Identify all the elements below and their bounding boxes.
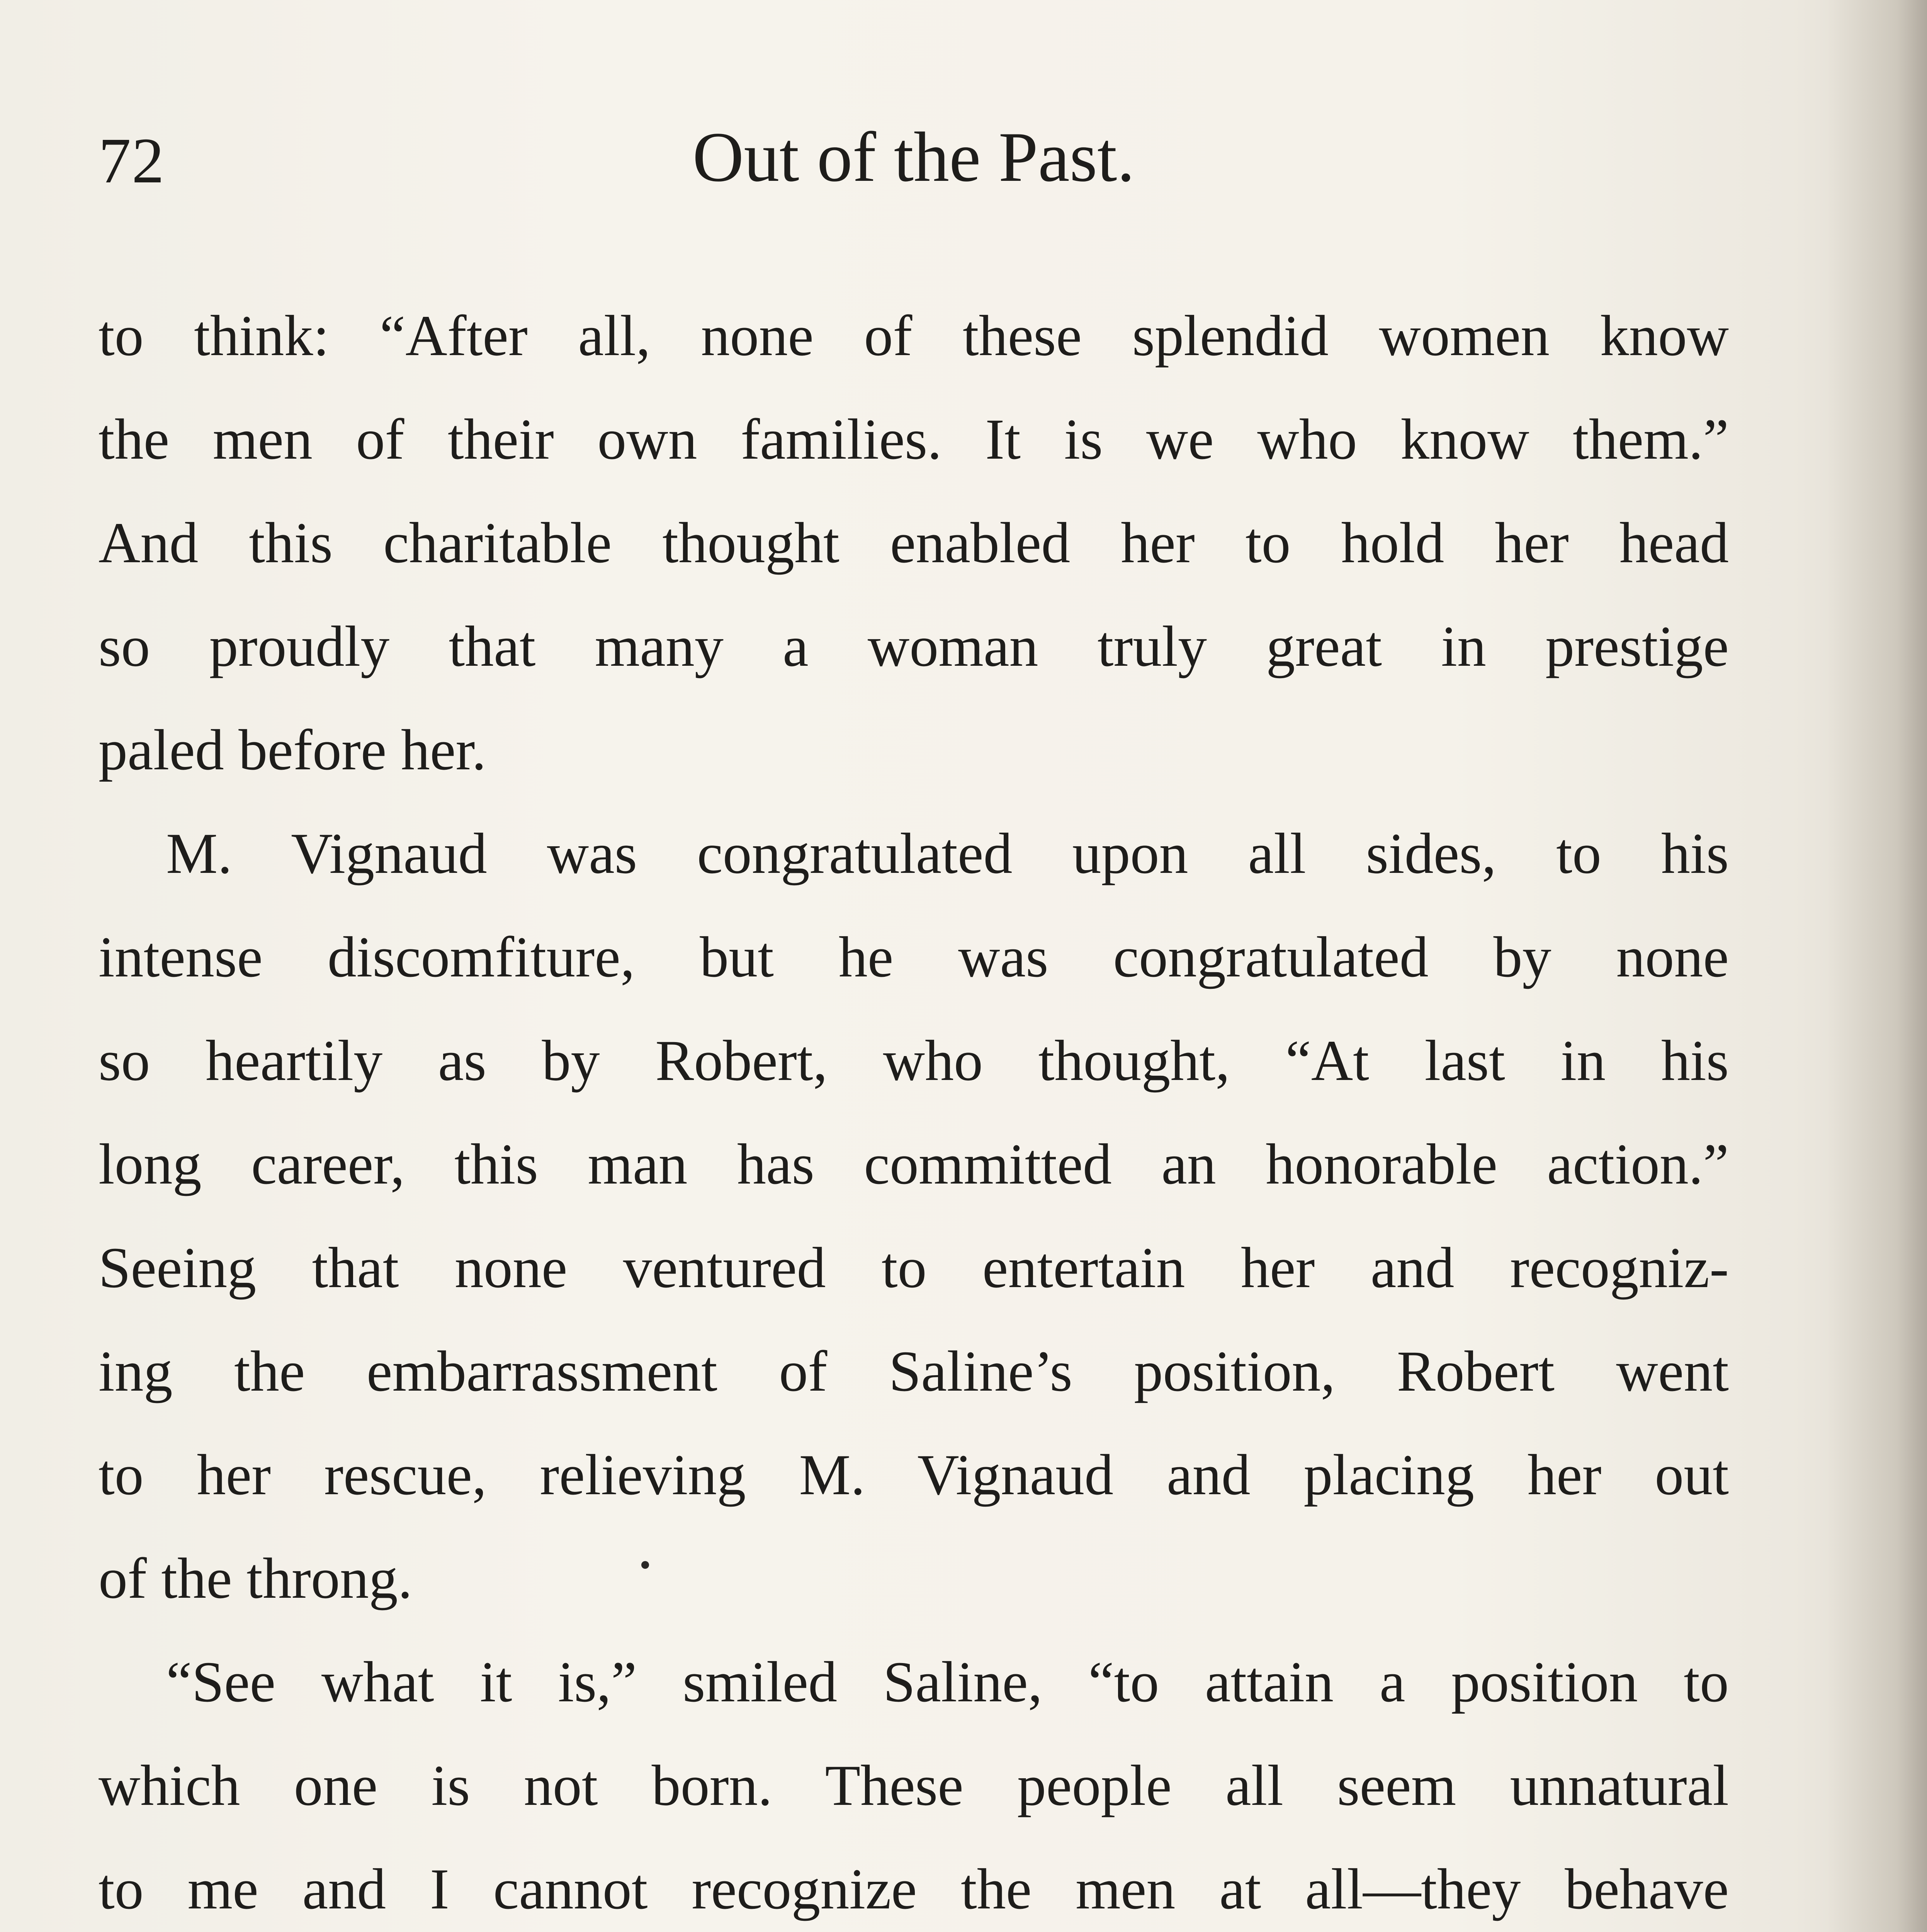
text-line: M. Vignaud was congratulated upon all sides, to his	[166, 821, 1729, 886]
text-line: paled before her.	[99, 718, 486, 782]
text-line: which one is not born. These people all seem unnatural	[99, 1753, 1729, 1818]
text-line: intense discomfiture, but he was congratulated by none	[99, 925, 1729, 989]
text-line: of the throng.	[99, 1546, 413, 1611]
page-number: 72	[99, 125, 165, 197]
text-line: to me and I cannot recognize the men at all—they behave	[99, 1857, 1729, 1921]
text-line: so heartily as by Robert, who thought, “At last in his	[99, 1029, 1729, 1093]
text-line: to think: “After all, none of these splendid women know	[99, 304, 1729, 368]
text-line: long career, this man has committed an honorable action.”	[99, 1132, 1729, 1196]
body-text	[99, 284, 1729, 1932]
text-line: And this charitable thought enabled her to hold her head	[99, 511, 1729, 575]
text-line: the men of their own families. It is we who know them.”	[99, 407, 1729, 471]
text-line: ing the embarrassment of Saline’s position, Robert went	[99, 1339, 1729, 1403]
text-line: so proudly that many a woman truly great in prestige	[99, 614, 1729, 679]
text-line: to her rescue, relieving M. Vignaud and placing her out	[99, 1443, 1729, 1507]
ink-speck	[641, 1561, 649, 1569]
page-edge-shadow	[1827, 0, 1927, 1932]
text-line: Seeing that none ventured to entertain her and recogniz-	[99, 1236, 1729, 1300]
text-line: “See what it is,” smiled Saline, “to attain a position to	[166, 1650, 1729, 1714]
running-title: Out of the Past.	[692, 117, 1135, 196]
running-head	[99, 116, 1729, 209]
